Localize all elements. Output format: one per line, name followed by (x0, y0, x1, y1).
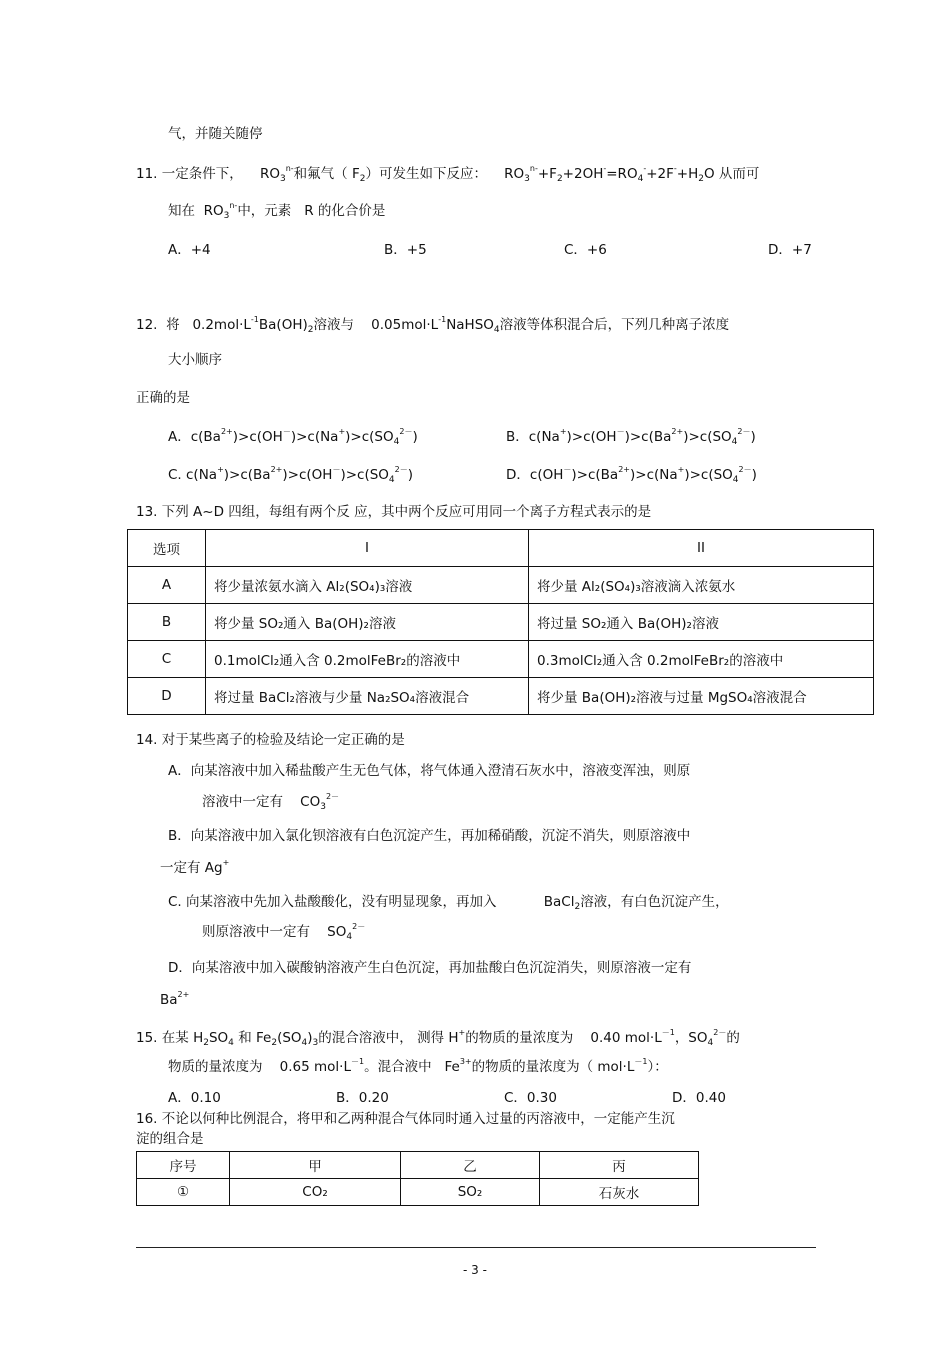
intro-line: 气，并随关随停 (168, 126, 263, 142)
table-header-row (137, 1152, 699, 1179)
table-row (137, 1179, 699, 1206)
q15-line2: 物质的量浓度为 0.65 $mol\cdot L^{-1}$。混合液中 $Fe^{3+}$的物质的量浓度为（ $mol\cdot L^{-1}$）： (168, 1057, 668, 1075)
header-cell: I (206, 530, 529, 567)
q15-line1: 15. 在某 $H_2SO_4$ 和 $Fe_2(SO_4)_3$的混合溶液中， 测得 H+的物质的量浓度为 0.40 $mol\cdot L^{-1}$，$SO_4^{2-}$的 (136, 1028, 740, 1048)
table-cell: 石灰水 (540, 1179, 699, 1206)
header-cell: 选项 (128, 530, 206, 567)
q11-option-a: A．+4 (168, 242, 211, 258)
table-cell: CO₂ (230, 1179, 401, 1206)
table-cell: 0.3molCl₂通入含 0.2molFeBr₂的溶液中 (529, 641, 874, 678)
q14-option-a-line1: A．向某溶液中加入稀盐酸产生无色气体，将气体通入澄清石灰水中，溶液变浑浊，则原 (168, 763, 691, 779)
q14-title: 14. 对于某些离子的检验及结论一定正确的是 (136, 732, 405, 748)
table-cell: A (128, 567, 206, 604)
table-cell: SO₂ (401, 1179, 540, 1206)
table-row (128, 567, 874, 604)
q12-option-c: C. $c(Na^+)>c(Ba^{2+})>c(OH^-)>c(SO_4^{2-})$ (168, 465, 414, 485)
table-cell: 将过量 SO₂通入 Ba(OH)₂溶液 (529, 604, 874, 641)
footer-divider (136, 1247, 816, 1248)
header-cell: 序号 (137, 1152, 230, 1179)
table-cell: 将过量 BaCl₂溶液与少量 Na₂SO₄溶液混合 (206, 678, 529, 715)
table-cell: D (128, 678, 206, 715)
q11-option-b: B．+5 (384, 242, 427, 258)
q15-option-d: D．0.40 (672, 1090, 726, 1106)
table-cell: 将少量 SO₂通入 Ba(OH)₂溶液 (206, 604, 529, 641)
q11-option-c: C．+6 (564, 242, 607, 258)
q15-option-c: C．0.30 (504, 1090, 557, 1106)
table-row (128, 678, 874, 715)
q12-line1: 12. 将 $0.2mol\cdot L^{-1}Ba(OH)_2$溶液与 $0.05mol\cdot L^{-1}NaHSO_4$溶液等体积混合后，下列几种离子浓度 (136, 315, 730, 335)
q14-option-d-line2: $Ba^{2+}$ (160, 990, 190, 1008)
page-number: - 3 - (463, 1263, 487, 1277)
q15-option-a: A．0.10 (168, 1090, 221, 1106)
q14-option-a-line2: 溶液中一定有 $CO_3^{2-}$ (202, 792, 340, 812)
table-header-row (128, 530, 874, 567)
header-cell: 乙 (401, 1152, 540, 1179)
q14-option-b-line2: 一定有 Ag+ (160, 858, 230, 876)
q12-option-d: D．$c(OH^-)>c(Ba^{2+})>c(Na^+)>c(SO_4^{2-})$ (506, 465, 757, 485)
table-cell: 将少量 Ba(OH)₂溶液与过量 MgSO₄溶液混合 (529, 678, 874, 715)
table-cell: 0.1molCl₂通入含 0.2molFeBr₂的溶液中 (206, 641, 529, 678)
q12-line3: 正确的是 (136, 390, 190, 406)
q12-option-a: A．$c(Ba^{2+})>c(OH^-)>c(Na^+)>c(SO_4^{2-})$ (168, 427, 418, 447)
q16-line1: 16. 不论以何种比例混合，将甲和乙两种混合气体同时通入过量的丙溶液中，一定能产生沉 (136, 1111, 675, 1127)
q16-table (136, 1151, 699, 1206)
table-cell: B (128, 604, 206, 641)
q15-option-b: B．0.20 (336, 1090, 389, 1106)
table-cell: C (128, 641, 206, 678)
table-row (128, 604, 874, 641)
table-row (128, 641, 874, 678)
q13-title: 13. 下列 A~D 四组，每组有两个反 应，其中两个反应可用同一个离子方程式表示的是 (136, 504, 652, 520)
table-cell: 将少量 Al₂(SO₄)₃溶液滴入浓氨水 (529, 567, 874, 604)
q14-option-b-line1: B．向某溶液中加入氯化钡溶液有白色沉淀产生，再加稀硝酸，沉淀不消失，则原溶液中 (168, 828, 691, 844)
q12-line2: 大小顺序 (168, 352, 222, 368)
q14-option-c-line1: C. 向某溶液中先加入盐酸酸化，没有明显现象，再加入 BaCl$_2$溶液，有白色沉淀产生， (168, 894, 729, 912)
header-cell: 丙 (540, 1152, 699, 1179)
q16-line2: 淀的组合是 (136, 1131, 204, 1147)
q11-line1: 11. 一定条件下， $RO_3^{n-}$和氟气（ $F_2$）可发生如下反应： $RO_3^{n-}+F_2+2OH^-=RO_4^-+2F^-+H_2O$ 从而可 (136, 164, 760, 184)
table-cell: 将少量浓氨水滴入 Al₂(SO₄)₃溶液 (206, 567, 529, 604)
q11-line2: 知在 $RO_3^{n-}$中，元素 R 的化合价是 (168, 201, 386, 221)
q14-option-d-line1: D．向某溶液中加入碳酸钠溶液产生白色沉淀，再加盐酸白色沉淀消失，则原溶液一定有 (168, 960, 692, 976)
q13-table (127, 529, 874, 715)
header-cell: II (529, 530, 874, 567)
table-cell: ① (137, 1179, 230, 1206)
header-cell: 甲 (230, 1152, 401, 1179)
q14-option-c-line2: 则原溶液中一定有 $SO_4^{2-}$ (202, 922, 366, 942)
q12-option-b: B．$c(Na^+)>c(OH^-)>c(Ba^{2+})>c(SO_4^{2-})$ (506, 427, 756, 447)
q11-option-d: D．+7 (768, 242, 812, 258)
